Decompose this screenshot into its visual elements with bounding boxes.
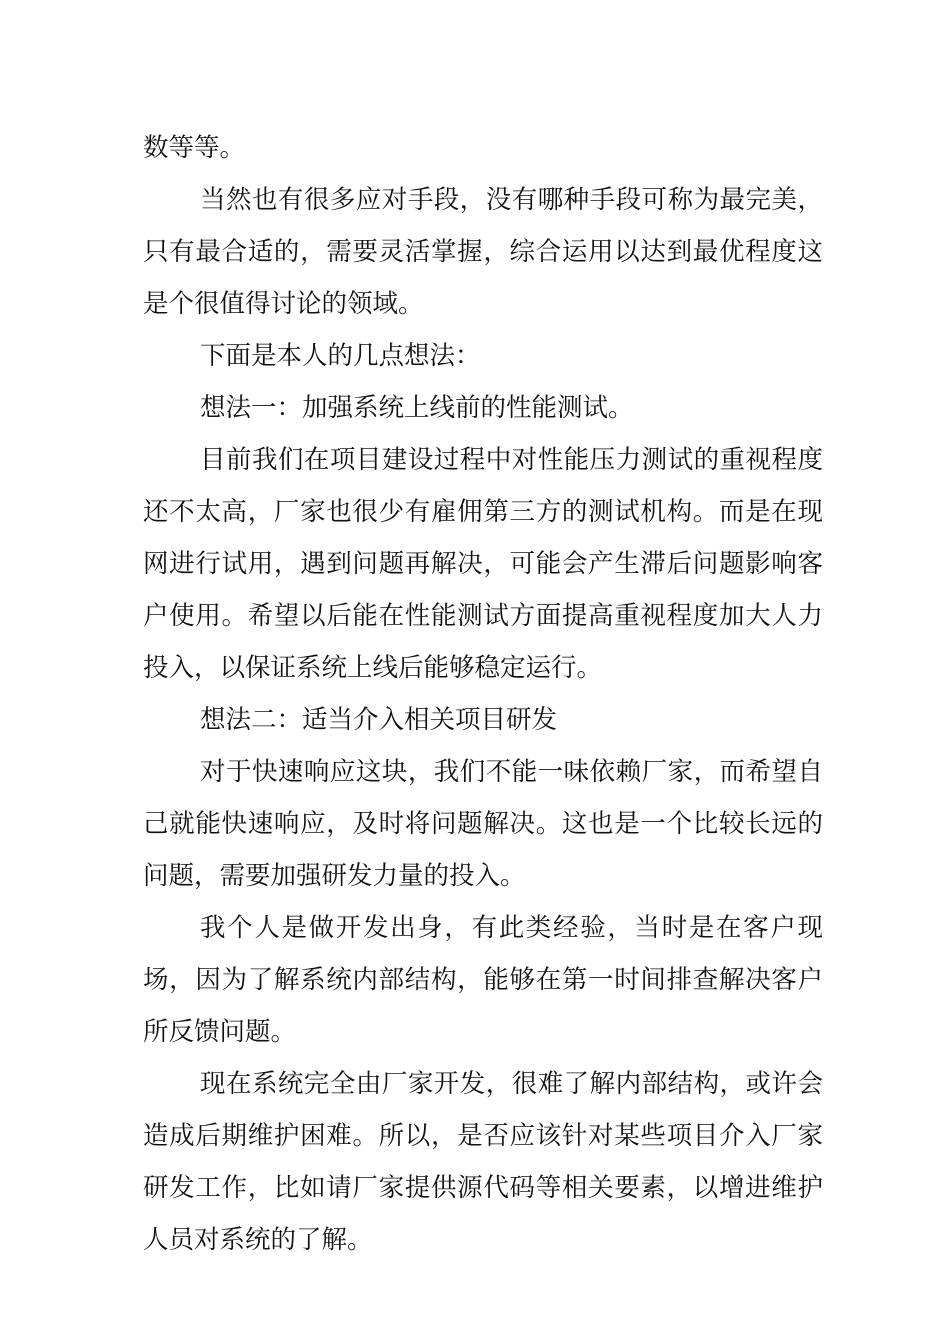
paragraph-personal-experience: 我个人是做开发出身，有此类经验，当时是在客户现场，因为了解系统内部结构，能够在第一时间排查解决客户所反馈问题。 <box>143 913 823 1047</box>
paragraph-performance-testing: 目前我们在项目建设过程中对性能压力测试的重视程度还不太高，厂家也很少有雇佣第三方的测试机构。而是在现网进行试用，遇到问题再解决，可能会产生滞后问题影响客户使用。希望以后能在性能测试方面提高重视程度加大人力投入，以保证系统上线后能够稳定运行。 <box>143 445 823 683</box>
paragraph-vendor-development: 现在系统完全由厂家开发，很难了解内部结构，或许会造成后期维护困难。所以，是否应该针对某些项目介入厂家研发工作，比如请厂家提供源代码等相关要素，以增进维护人员对系统的了解。 <box>143 1069 823 1255</box>
paragraph-coping-methods: 当然也有很多应对手段，没有哪种手段可称为最完美，只有最合适的，需要灵活掌握，综合运用以达到最优程度这是个很值得讨论的领域。 <box>143 185 823 319</box>
paragraph-ideas-intro: 下面是本人的几点想法： <box>200 341 481 371</box>
heading-idea-two: 想法二：适当介入相关项目研发 <box>200 705 558 735</box>
paragraph-continuation: 数等等。 <box>143 133 246 163</box>
paragraph-quick-response: 对于快速响应这块，我们不能一味依赖厂家，而希望自己就能快速响应，及时将问题解决。这也是一个比较长远的问题，需要加强研发力量的投入。 <box>143 757 823 891</box>
heading-idea-one: 想法一：加强系统上线前的性能测试。 <box>200 393 634 423</box>
document-body <box>143 122 823 1266</box>
